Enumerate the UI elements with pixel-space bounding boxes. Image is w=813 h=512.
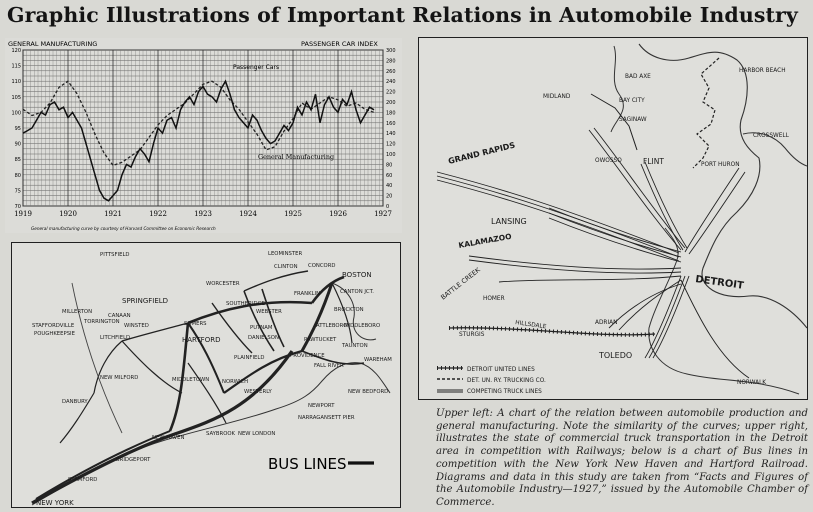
headline: Graphic Illustrations of Important Relations in Automobile Industry	[7, 3, 798, 27]
x-axis-tick-label: 1919	[14, 210, 32, 218]
city-saybrook: SAYBROOK	[206, 431, 236, 437]
bus-map-svg	[12, 243, 401, 508]
x-axis-tick-label: 1925	[284, 210, 302, 218]
city-narragansett-pier: NARRAGANSETT PIER	[298, 415, 355, 421]
city-staffordville: STAFFORDVILLE	[32, 323, 75, 329]
city-boston: BOSTON	[342, 271, 372, 279]
city-crosswell: CROSSWELL	[753, 133, 789, 139]
left-axis-tick-label: 100	[11, 110, 21, 117]
x-axis-tick-label: 1920	[59, 210, 77, 218]
city-bad-axe: BAD AXE	[625, 74, 651, 80]
right-axis-tick-label: 100	[386, 152, 396, 158]
left-axis-tick-label: 120	[11, 48, 21, 54]
city-adrian: ADRIAN	[595, 320, 618, 326]
city-brockton: BROCKTON	[334, 307, 364, 313]
city-homer: HOMER	[483, 296, 505, 302]
bus-lines-title: BUS LINES	[268, 455, 347, 473]
city-new-bedford: NEW BEDFORD	[348, 389, 389, 395]
city-toledo: TOLEDO	[599, 351, 633, 360]
city-somers: SOMERS	[184, 321, 207, 327]
legend-competing-truck-lines: COMPETING TRUCK LINES	[467, 389, 542, 395]
left-axis-tick-label: 115	[11, 63, 21, 70]
city-leominster: LEOMINSTER	[268, 251, 303, 257]
city-midland: MIDLAND	[543, 94, 571, 100]
city-owosso: OWOSSO	[595, 158, 622, 164]
manufacturing-vs-passenger-car-chart	[5, 38, 402, 233]
right-axis-title: PASSENGER CAR INDEX	[301, 40, 378, 48]
left-axis-tick-label: 95	[14, 126, 21, 132]
left-axis-tick-label: 85	[14, 157, 21, 164]
city-norwich: NORWICH	[222, 379, 249, 385]
right-axis-tick-label: 80	[386, 162, 393, 169]
city-new-york: NEW YORK	[36, 499, 74, 507]
x-axis-tick-label: 1922	[149, 210, 167, 218]
city-middletown: MIDDLETOWN	[172, 377, 210, 383]
city-middleboro: MIDDLEBORO	[344, 323, 381, 329]
detroit-truck-lines-map	[418, 37, 808, 400]
legend-detroit-united-lines: DETROIT UNITED LINES	[467, 367, 535, 373]
series-label-general-manufacturing: General Manufacturing	[258, 153, 335, 161]
city-hillsdale: HILLSDALE	[514, 320, 547, 331]
right-axis-tick-label: 200	[386, 100, 396, 106]
city-taunton: TAUNTON	[342, 343, 368, 349]
city-attleboro: ATTLEBORO	[316, 323, 348, 329]
city-port-huron: PORT HURON	[701, 162, 740, 168]
city-webster: WEBSTER	[256, 309, 282, 315]
left-axis-tick-label: 110	[11, 79, 21, 86]
left-axis-tick-label: 80	[14, 172, 21, 179]
city-saginaw: SAGINAW	[619, 117, 647, 123]
right-axis-tick-label: 240	[386, 79, 396, 86]
city-poughkeepsie: POUGHKEEPSIE	[34, 331, 75, 337]
right-axis-tick-label: 300	[386, 48, 396, 54]
truck-map-legend	[437, 367, 546, 395]
city-westerly: WESTERLY	[244, 389, 272, 395]
city-bay-city: BAY CITY	[619, 98, 645, 104]
city-newport: NEWPORT	[308, 403, 335, 409]
right-axis-tick-label: 160	[386, 120, 396, 127]
city-litchfield: LITCHFIELD	[100, 335, 131, 341]
city-norwalk: NORWALK	[737, 380, 767, 386]
right-axis-tick-label: 140	[386, 131, 396, 138]
city-springfield: SPRINGFIELD	[122, 297, 169, 305]
right-axis-tick-label: 0	[386, 204, 390, 210]
city-new-milford: NEW MILFORD	[100, 375, 139, 381]
city-hartford: HARTFORD	[182, 336, 221, 344]
city-millerton: MILLERTON	[62, 309, 93, 315]
city-flint: FLINT	[643, 157, 664, 166]
x-axis-tick-label: 1921	[104, 210, 122, 218]
x-axis-tick-label: 1924	[239, 210, 257, 218]
right-axis-tick-label: 120	[386, 141, 396, 148]
city-battle-creek: BATTLE CREEK	[439, 265, 482, 302]
x-axis-tick-label: 1927	[374, 210, 392, 218]
city-danielson: DANIELSON	[248, 335, 279, 341]
right-axis-tick-label: 220	[386, 89, 396, 96]
city-canaan: CANAAN	[108, 313, 131, 319]
left-axis-title: GENERAL MANUFACTURING	[8, 40, 98, 48]
right-axis-tick-label: 60	[386, 172, 393, 179]
city-wareham: WAREHAM	[364, 357, 392, 363]
right-axis-tick-label: 20	[386, 193, 393, 200]
city-new-haven: NEW HAVEN	[152, 435, 185, 441]
right-axis-tick-label: 260	[386, 68, 396, 75]
bus-lines-map	[11, 242, 401, 508]
figure-caption: Upper left: A chart of the relation between automobile production and general manufacturing. Note the similarity of the curves; upper right, illustrates the state of commercial truck transportation in the Detroit area in competition with Railways; below is a chart of Bus lines in competition with the New York New Haven and Hartford Railroad. Diagrams and data in this study are taken from “Facts and Figures of the Automobile Industry—1927,” issued by the Automobile Chamber of Commerce.	[436, 408, 808, 508]
city-canton-jct: CANTON JCT.	[340, 289, 374, 295]
legend-trucking-co: DET. UN. RY. TRUCKING CO.	[467, 378, 546, 384]
chart-note: General manufacturing curve by courtesy of Harvard Committee on Economic Research	[31, 226, 216, 231]
city-southbridge: SOUTHBRIDGE	[226, 301, 266, 307]
city-harbor-beach: HARBOR BEACH	[739, 68, 786, 74]
city-kalamazoo: KALAMAZOO	[457, 231, 513, 250]
x-axis-tick-label: 1926	[329, 210, 347, 218]
right-axis-tick-label: 40	[386, 183, 393, 190]
line-chart	[5, 38, 402, 233]
left-axis-tick-label: 105	[11, 94, 21, 101]
city-pittsfield: PITTSFIELD	[100, 252, 130, 258]
trucking-co-line-north	[693, 58, 719, 168]
city-grand-rapids: GRAND RAPIDS	[447, 140, 517, 166]
city-winsted: WINSTED	[124, 323, 149, 329]
city-danbury: DANBURY	[62, 399, 88, 405]
x-axis-tick-label: 1923	[194, 210, 212, 218]
left-axis-tick-label: 90	[14, 141, 21, 148]
city-worcester: WORCESTER	[206, 281, 240, 287]
city-clinton: CLINTON	[274, 264, 298, 270]
city-concord: CONCORD	[308, 263, 336, 269]
city-lansing: LANSING	[491, 217, 527, 226]
city-franklin: FRANKLIN	[294, 291, 321, 297]
left-axis-tick-label: 75	[14, 188, 21, 195]
city-sturgis: STURGIS	[459, 332, 485, 338]
series-label-passenger-cars: Passenger Cars	[233, 64, 280, 71]
city-pawtucket: PAWTUCKET	[304, 337, 337, 343]
city-detroit: DETROIT	[694, 274, 745, 292]
city-new-london: NEW LONDON	[238, 431, 276, 437]
left-axis-tick-label: 70	[14, 204, 21, 210]
city-stamford: STAMFORD	[68, 477, 98, 483]
city-fall-river: FALL RIVER	[314, 363, 344, 369]
city-bridgeport: BRIDGEPORT	[116, 457, 151, 463]
railroad-line	[72, 283, 122, 433]
city-putnam: PUTNAM	[250, 325, 273, 331]
city-torrington: TORRINGTON	[84, 319, 120, 325]
city-plainfield: PLAINFIELD	[234, 355, 265, 361]
right-axis-tick-label: 280	[386, 58, 396, 65]
city-providence: PROVIDENCE	[290, 353, 325, 359]
truck-map-svg	[419, 38, 808, 400]
right-axis-tick-label: 180	[386, 110, 396, 117]
